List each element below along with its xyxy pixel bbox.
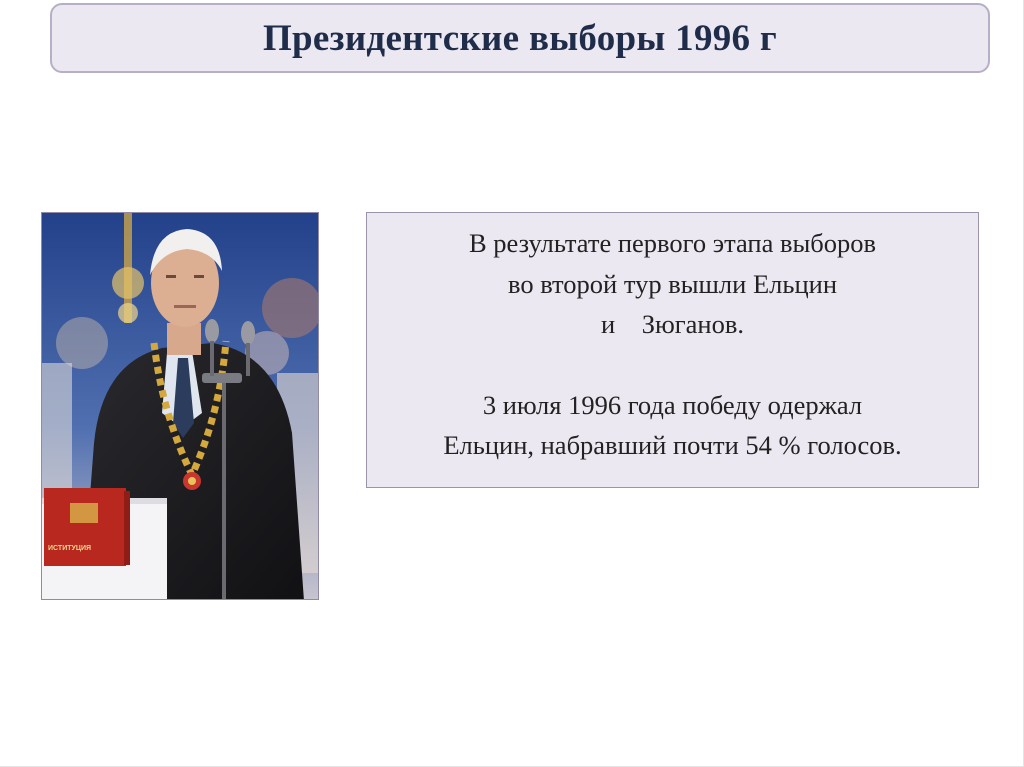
body-line: Ельцин, набравший почти 54 % голосов. bbox=[443, 430, 902, 460]
body-line: В результате первого этапа выборов bbox=[468, 228, 877, 258]
book-cover-text: ИСТИТУЦИЯ bbox=[48, 545, 92, 552]
paragraph-gap bbox=[367, 345, 978, 385]
inauguration-photo bbox=[41, 212, 319, 600]
body-line: и Зюганов. bbox=[601, 309, 744, 339]
result-text-box bbox=[366, 212, 979, 488]
body-line: 3 июля 1996 года победу одержал bbox=[482, 389, 863, 420]
slide-title: Президентские выборы 1996 г bbox=[262, 17, 778, 59]
title-banner bbox=[50, 3, 990, 73]
body-line: во второй тур вышли Ельцин bbox=[508, 268, 837, 299]
